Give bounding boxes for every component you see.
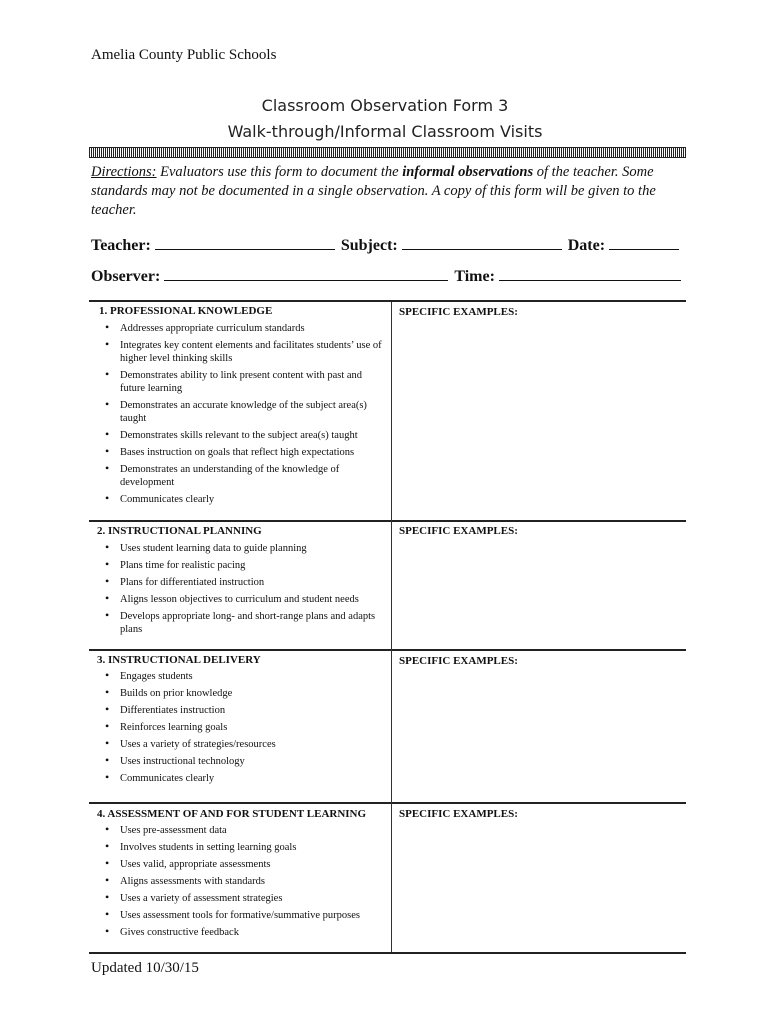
section-2-title: 2. INSTRUCTIONAL PLANNING: [97, 525, 262, 537]
observer-field[interactable]: [164, 266, 448, 281]
section-2-list: [105, 542, 387, 640]
list-item: • Plans for differentiated instruction: [105, 576, 387, 589]
subject-field[interactable]: [402, 235, 562, 250]
section-3-list: [105, 670, 387, 789]
observer-label: Observer:: [91, 268, 161, 285]
section-3-title: 3. INSTRUCTIONAL DELIVERY: [97, 654, 261, 666]
directions-text-before: Evaluators use this form to document the: [156, 164, 403, 180]
table-bottom-rule: [89, 952, 686, 954]
list-item: • Differentiates instruction: [105, 704, 387, 717]
updated-date: Updated 10/30/15: [91, 960, 199, 976]
list-item: • Plans time for realistic pacing: [105, 559, 387, 572]
list-item: • Gives constructive feedback: [105, 926, 387, 939]
hatched-divider: [89, 147, 686, 158]
list-item: • Aligns lesson objectives to curriculum and student needs: [105, 593, 387, 606]
list-item: • Uses a variety of assessment strategies: [105, 892, 387, 905]
list-item: • Communicates clearly: [105, 493, 387, 506]
section-3-top-rule: [89, 649, 686, 651]
section-4-list: [105, 824, 387, 943]
list-item: • Develops appropriate long- and short-range plans and adapts plans: [105, 610, 387, 636]
list-item: • Uses assessment tools for formative/summative purposes: [105, 909, 387, 922]
list-item: • Addresses appropriate curriculum standards: [105, 322, 387, 335]
teacher-subject-date-row: [91, 235, 686, 255]
section-2-top-rule: [89, 520, 686, 522]
column-divider: [391, 302, 392, 952]
subject-label: Subject:: [340, 237, 398, 254]
section-2-examples-label: SPECIFIC EXAMPLES:: [399, 525, 518, 537]
list-item: • Uses student learning data to guide planning: [105, 542, 387, 555]
list-item: • Integrates key content elements and facilitates students’ use of higher level thinking skills: [105, 339, 387, 365]
section-4-top-rule: [89, 802, 686, 804]
list-item: • Demonstrates ability to link present content with past and future learning: [105, 369, 387, 395]
section-1-top-rule: [89, 300, 686, 302]
date-label: Date:: [567, 237, 606, 254]
list-item: • Aligns assessments with standards: [105, 875, 387, 888]
list-item: • Reinforces learning goals: [105, 721, 387, 734]
list-item: • Uses a variety of strategies/resources: [105, 738, 387, 751]
form-title: Classroom Observation Form 3: [261, 96, 509, 115]
time-field[interactable]: [499, 266, 681, 281]
list-item: • Engages students: [105, 670, 387, 683]
list-item: • Uses valid, appropriate assessments: [105, 858, 387, 871]
organization-name: Amelia County Public Schools: [91, 47, 277, 63]
observer-time-row: [91, 266, 686, 286]
list-item: • Uses instructional technology: [105, 755, 387, 768]
list-item: • Involves students in setting learning goals: [105, 841, 387, 854]
directions-label: Directions:: [91, 164, 157, 180]
directions-bold-text: informal observations: [402, 164, 534, 180]
section-4-examples-label: SPECIFIC EXAMPLES:: [399, 808, 518, 820]
date-field[interactable]: [609, 235, 679, 250]
section-1-examples-label: SPECIFIC EXAMPLES:: [399, 306, 518, 318]
list-item: • Demonstrates an understanding of the knowledge of development: [105, 463, 387, 489]
teacher-field[interactable]: [155, 235, 335, 250]
list-item: • Demonstrates skills relevant to the subject area(s) taught: [105, 429, 387, 442]
list-item: • Demonstrates an accurate knowledge of the subject area(s) taught: [105, 399, 387, 425]
section-1-list: [105, 322, 387, 510]
list-item: • Communicates clearly: [105, 772, 387, 785]
directions-text-after: of the teacher. Some standards may not be documented in a single observation. A copy of this form will be given to the teacher.: [91, 164, 656, 218]
list-item: • Bases instruction on goals that reflect high expectations: [105, 446, 387, 459]
teacher-label: Teacher:: [91, 237, 151, 254]
directions-paragraph: [91, 163, 686, 220]
time-label: Time:: [454, 268, 495, 285]
list-item: • Builds on prior knowledge: [105, 687, 387, 700]
section-4-title: 4. ASSESSMENT OF AND FOR STUDENT LEARNING: [97, 808, 367, 820]
list-item: • Uses pre-assessment data: [105, 824, 387, 837]
section-1-title: 1. PROFESSIONAL KNOWLEDGE: [99, 305, 273, 317]
form-subtitle: Walk-through/Informal Classroom Visits: [227, 122, 543, 141]
section-3-examples-label: SPECIFIC EXAMPLES:: [399, 655, 518, 667]
